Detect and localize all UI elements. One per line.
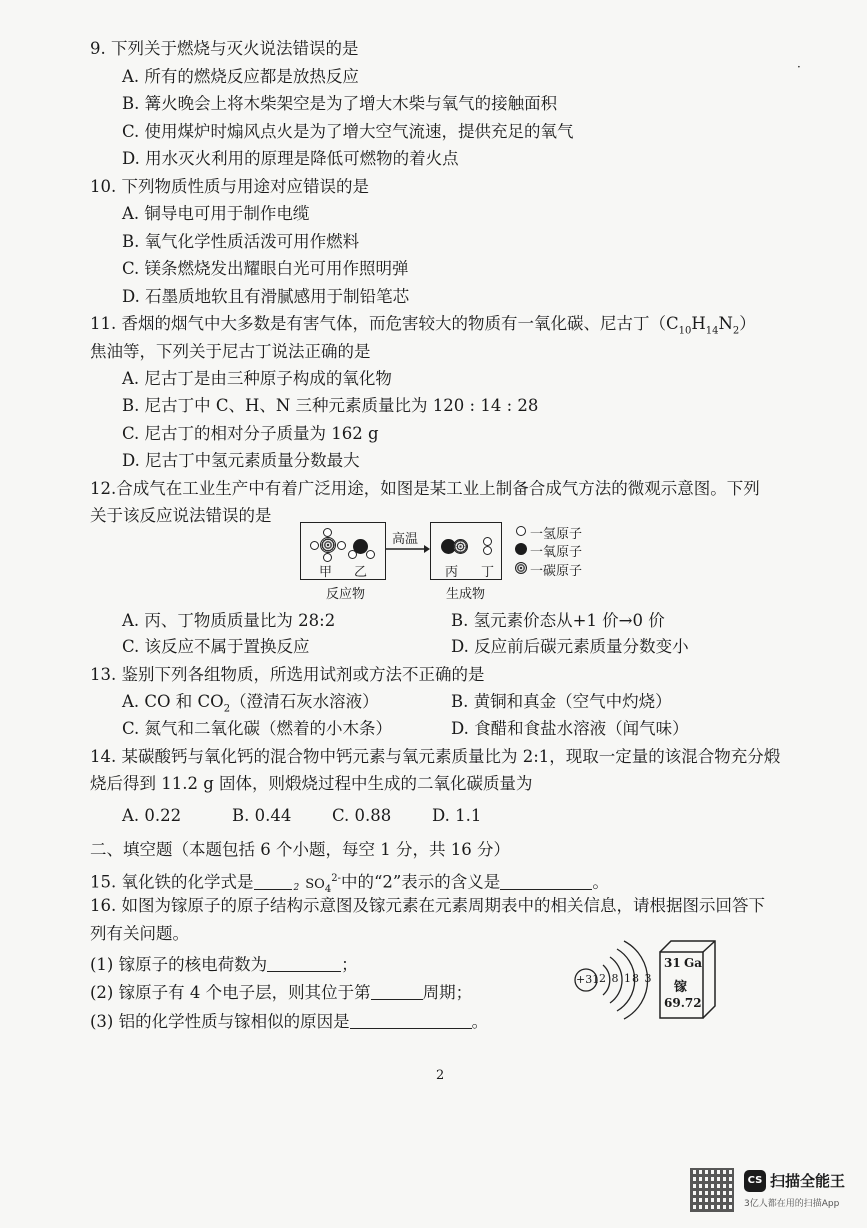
element-name: 镓 xyxy=(674,980,688,995)
label-ding: 丁 xyxy=(481,565,495,580)
q13-option-d: D. 食醋和食盐水溶液（闻气味） xyxy=(451,719,689,738)
legend-hydrogen-icon xyxy=(516,526,526,536)
q11-stem: 11. 香烟的烟气中大多数是有害气体，而危害较大的物质有一氧化碳、尼古丁$(C_{10}H_{14}N_2)$ xyxy=(90,314,756,337)
q16-stem-line2: 列有关问题。 xyxy=(90,924,189,943)
legend-carbon-label: 一碳原子 xyxy=(530,564,583,579)
q11-option-a: A. 尼古丁是由三种原子构成的氧化物 xyxy=(122,369,392,388)
page-number: 2 xyxy=(436,1068,445,1083)
carbon-atom xyxy=(453,539,468,554)
q10-stem: 10. 下列物质性质与用途对应错误的是 xyxy=(90,177,369,196)
q15-blank-2[interactable] xyxy=(500,873,592,890)
brand-tagline: 3亿人都在用的扫描App xyxy=(744,1199,840,1209)
q14-stem-line2: 烧后得到 11.2 g 固体，则煅烧过程中生成的二氧化碳质量为 xyxy=(90,774,533,793)
q9-option-c: C. 使用煤炉时煽风点火是为了增大空气流速，提供充足的氧气 xyxy=(122,122,574,141)
q13-option-a: A. CO 和 $CO_2$（澄清石灰水溶液） xyxy=(122,692,379,715)
q16-part-2: (2) 镓原子有 4 个电子层，则其位于第 周期； xyxy=(90,983,473,1002)
periodic-table-cell xyxy=(659,940,717,1020)
q15-stem: 15. 氧化铁的化学式是 2 $SO_4^{2-}$中的“2”表示的含义是 。 xyxy=(90,872,609,895)
q16-part-1: (1) 镓原子的核电荷数为 ； xyxy=(90,955,358,974)
legend-oxygen-label: 一氧原子 xyxy=(530,545,583,560)
hydrogen-atom xyxy=(310,541,319,550)
hydrogen-atom xyxy=(366,550,375,559)
hydrogen-atom xyxy=(483,537,492,546)
q12-stem-line2: 关于该反应说法错误的是 xyxy=(90,506,272,525)
label-bing: 丙 xyxy=(445,565,459,580)
q12-option-b: B. 氢元素价态从+1 价→0 价 xyxy=(451,611,665,630)
q14-stem: 14. 某碳酸钙与氧化钙的混合物中钙元素与氧元素质量比为 2:1，现取一定量的该混合物充分煅 xyxy=(90,747,781,766)
atomic-mass: 69.72 xyxy=(664,996,702,1010)
reactants-box xyxy=(300,522,386,580)
q14-option-d: D. 1.1 xyxy=(432,806,482,825)
q9-option-d: D. 用水灭火利用的原理是降低可燃物的着火点 xyxy=(122,149,459,168)
q10-option-c: C. 镁条燃烧发出耀眼白光可用作照明弹 xyxy=(122,259,409,278)
electron-counts: 2 8 18 3 xyxy=(599,972,653,985)
q15-blank-1[interactable] xyxy=(254,873,292,890)
q9-option-a: A. 所有的燃烧反应都是放热反应 xyxy=(122,67,359,86)
q12-option-d: D. 反应前后碳元素质量分数变小 xyxy=(451,637,689,656)
q16-part-3: (3) 铝的化学性质与镓相似的原因是 。 xyxy=(90,1012,489,1031)
q12-option-a: A. 丙、丁物质质量比为 28:2 xyxy=(122,611,336,630)
hydrogen-atom xyxy=(337,541,346,550)
q10-option-a: A. 铜导电可用于制作电缆 xyxy=(122,204,310,223)
hydrogen-atom xyxy=(348,550,357,559)
reaction-diagram xyxy=(300,520,610,600)
q13-option-c: C. 氮气和二氧化碳（燃着的小木条） xyxy=(122,719,393,738)
q11-option-c: C. 尼古丁的相对分子质量为 162 g xyxy=(122,424,379,443)
q9-option-b: B. 篝火晚会上将木柴架空是为了增大木柴与氧气的接触面积 xyxy=(122,94,558,113)
qr-code-icon xyxy=(690,1168,734,1212)
q16-stem: 16. 如图为镓原子的原子结构示意图及镓元素在元素周期表中的相关信息，请根据图示回答下 xyxy=(90,896,765,915)
legend-carbon-icon xyxy=(515,562,527,574)
label-jia: 甲 xyxy=(319,565,333,580)
q14-option-b: B. 0.44 xyxy=(232,806,292,825)
q16-blank-1[interactable] xyxy=(267,955,341,972)
gallium-atom-structure xyxy=(570,935,653,1025)
q12-stem: 12.合成气在工业生产中有着广泛用途，如图是某工业上制备合成气方法的微观示意图。下列 xyxy=(90,479,760,498)
products-caption: 生成物 xyxy=(446,587,486,602)
q9-stem: 9. 下列关于燃烧与灭火说法错误的是 xyxy=(90,39,359,58)
hydrogen-atom xyxy=(483,546,492,555)
q13-stem: 13. 鉴别下列各组物质，所选用试剂或方法不正确的是 xyxy=(90,665,485,684)
section-2-heading: 二、填空题（本题包括 6 个小题，每空 1 分，共 16 分） xyxy=(90,840,510,859)
q11-stem-line2: 焦油等，下列关于尼古丁说法正确的是 xyxy=(90,342,371,361)
q10-option-d: D. 石墨质地软且有滑腻感用于制铅笔芯 xyxy=(122,287,410,306)
q14-option-c: C. 0.88 xyxy=(332,806,392,825)
q13-option-b: B. 黄铜和真金（空气中灼烧） xyxy=(451,692,672,711)
reactants-caption: 反应物 xyxy=(326,587,366,602)
label-yi: 乙 xyxy=(354,565,368,580)
speck: · xyxy=(797,60,801,74)
brand-name: 扫描全能王 xyxy=(770,1172,846,1190)
nucleus-charge: +31 xyxy=(576,973,600,986)
q16-blank-3[interactable] xyxy=(350,1012,472,1029)
arrow-label: 高温 xyxy=(392,532,419,547)
reaction-arrow-icon xyxy=(386,544,430,554)
q16-blank-2[interactable] xyxy=(371,983,423,1000)
q11-option-b: B. 尼古丁中 C、H、N 三种元素质量比为 120 : 14 : 28 xyxy=(122,396,539,415)
q10-option-b: B. 氧气化学性质活泼可用作燃料 xyxy=(122,232,360,251)
q12-option-c: C. 该反应不属于置换反应 xyxy=(122,637,310,656)
legend-oxygen-icon xyxy=(515,543,527,555)
products-box xyxy=(430,522,502,580)
cs-logo-icon: CS xyxy=(744,1170,766,1192)
atomic-number: 31 xyxy=(664,956,681,970)
q11-option-d: D. 尼古丁中氢元素质量分数最大 xyxy=(122,451,360,470)
q14-option-a: A. 0.22 xyxy=(122,806,182,825)
element-symbol: Ga xyxy=(684,956,703,970)
carbon-atom xyxy=(320,537,336,553)
legend-hydrogen-label: 一氢原子 xyxy=(530,527,583,542)
hydrogen-atom xyxy=(323,528,332,537)
